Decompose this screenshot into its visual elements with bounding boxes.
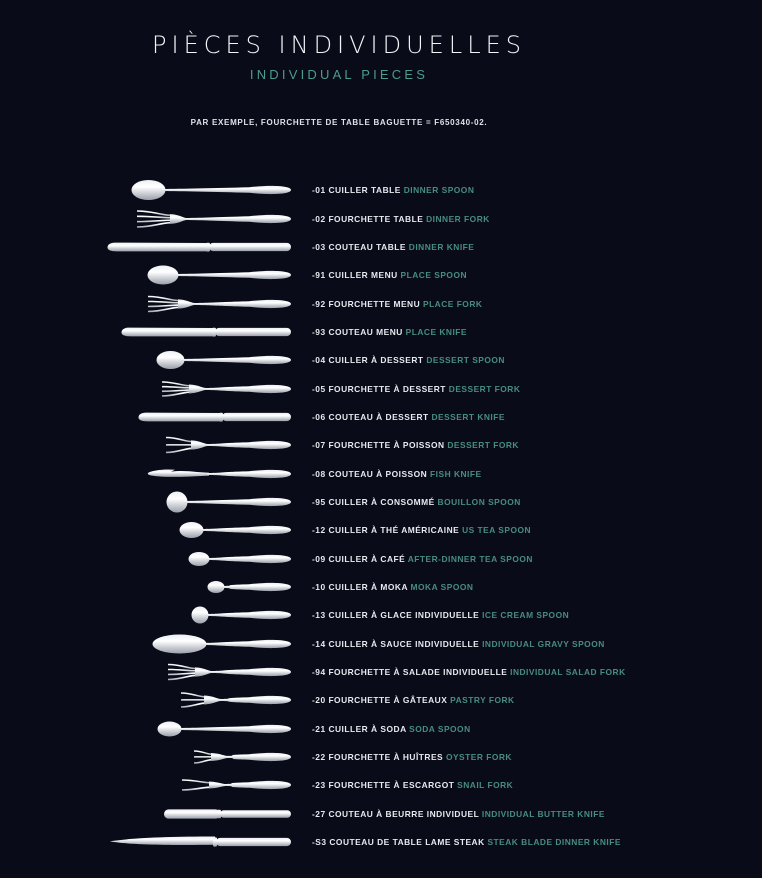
item-name-english: STEAK BLADE DINNER KNIFE xyxy=(487,837,621,848)
item-name-french: FOURCHETTE À GÂTEAUX xyxy=(328,695,448,706)
utensil-photo xyxy=(0,405,292,429)
utensil-photo xyxy=(0,745,292,769)
item-label xyxy=(312,384,520,394)
cutlery-row xyxy=(0,743,762,771)
fish-fork-image xyxy=(164,433,292,457)
item-label xyxy=(312,525,531,535)
item-code: -92 xyxy=(312,298,326,309)
place-knife-image xyxy=(120,320,292,344)
utensil-photo xyxy=(0,802,292,826)
item-name-french: FOURCHETTE MENU xyxy=(328,298,421,309)
cutlery-row xyxy=(0,459,762,487)
item-name-french: CUILLER À SAUCE INDIVIDUELLE xyxy=(328,638,480,649)
cutlery-row xyxy=(0,630,762,658)
utensil-photo xyxy=(0,292,292,316)
item-name-english: DESSERT SPOON xyxy=(426,355,505,366)
item-name-english: MOKA SPOON xyxy=(410,581,474,592)
cutlery-row xyxy=(0,176,762,204)
item-name-english: INDIVIDUAL BUTTER KNIFE xyxy=(481,808,605,819)
cutlery-row xyxy=(0,544,762,572)
cutlery-row xyxy=(0,601,762,629)
item-name-english: DESSERT FORK xyxy=(448,383,521,394)
cutlery-list xyxy=(0,176,762,856)
item-name-french: CUILLER À GLACE INDIVIDUELLE xyxy=(328,610,480,621)
cutlery-row xyxy=(0,828,762,856)
item-label xyxy=(312,242,474,252)
utensil-photo xyxy=(0,433,292,457)
cutlery-row xyxy=(0,318,762,346)
item-name-french: CUILLER À CAFÉ xyxy=(328,553,406,564)
utensil-photo xyxy=(0,263,292,287)
item-code: -22 xyxy=(312,752,326,763)
dessert-knife-image xyxy=(137,405,292,429)
pastry-fork-image xyxy=(179,688,292,712)
item-label xyxy=(312,639,605,649)
item-name-english: INDIVIDUAL SALAD FORK xyxy=(510,667,626,678)
item-code: -91 xyxy=(312,270,326,281)
item-name-french: COUTEAU MENU xyxy=(328,326,403,337)
item-label xyxy=(312,497,521,507)
item-label xyxy=(312,752,512,762)
ice-cream-spoon-image xyxy=(190,603,292,627)
cutlery-row xyxy=(0,431,762,459)
item-name-english: DINNER FORK xyxy=(426,213,490,224)
item-code: -10 xyxy=(312,581,326,592)
item-label xyxy=(312,355,505,365)
item-label xyxy=(312,809,605,819)
cutlery-row xyxy=(0,516,762,544)
item-name-english: BOUILLON SPOON xyxy=(437,496,521,507)
item-code: -12 xyxy=(312,525,326,536)
utensil-photo xyxy=(0,320,292,344)
item-label xyxy=(312,780,513,790)
utensil-photo xyxy=(0,178,292,202)
item-label xyxy=(312,214,490,224)
item-label xyxy=(312,270,467,280)
item-name-french: COUTEAU DE TABLE LAME STEAK xyxy=(329,837,485,848)
dinner-fork-image xyxy=(135,207,292,231)
item-name-english: FISH KNIFE xyxy=(430,468,482,479)
item-code: -06 xyxy=(312,411,326,422)
item-code: -01 xyxy=(312,185,326,196)
place-fork-image xyxy=(146,292,292,316)
item-name-english: PLACE FORK xyxy=(422,298,483,309)
item-code: -07 xyxy=(312,440,326,451)
item-code: -04 xyxy=(312,355,326,366)
item-name-english: OYSTER FORK xyxy=(445,752,512,763)
dessert-spoon-image xyxy=(155,348,292,372)
item-label xyxy=(312,299,482,309)
utensil-photo xyxy=(0,518,292,542)
item-label xyxy=(312,412,505,422)
utensil-photo xyxy=(0,575,292,599)
item-name-english: US TEA SPOON xyxy=(462,525,532,536)
cutlery-row xyxy=(0,715,762,743)
item-label xyxy=(312,667,626,677)
item-name-english: INDIVIDUAL GRAVY SPOON xyxy=(482,638,605,649)
item-label xyxy=(312,440,519,450)
item-name-english: DINNER KNIFE xyxy=(408,241,475,252)
moka-spoon-image xyxy=(206,575,292,599)
cutlery-row xyxy=(0,800,762,828)
item-name-english: PLACE SPOON xyxy=(400,270,468,281)
item-label xyxy=(312,327,467,337)
item-code: -02 xyxy=(312,213,326,224)
us-tea-spoon-image xyxy=(178,518,292,542)
item-code: -94 xyxy=(312,667,326,678)
utensil-photo xyxy=(0,547,292,571)
utensil-photo xyxy=(0,490,292,514)
cutlery-row xyxy=(0,658,762,686)
item-name-french: COUTEAU TABLE xyxy=(328,241,406,252)
steak-knife-image xyxy=(109,830,292,854)
utensil-photo xyxy=(0,377,292,401)
item-code: -93 xyxy=(312,326,326,337)
item-name-english: AFTER-DINNER TEA SPOON xyxy=(407,553,533,564)
cutlery-row xyxy=(0,289,762,317)
utensil-photo xyxy=(0,348,292,372)
utensil-photo xyxy=(0,603,292,627)
item-label xyxy=(312,185,474,195)
item-label xyxy=(312,610,569,620)
item-name-french: FOURCHETTE À DESSERT xyxy=(328,383,446,394)
item-name-french: FOURCHETTE À HUÎTRES xyxy=(328,752,444,763)
item-code: -95 xyxy=(312,496,326,507)
item-code: -14 xyxy=(312,638,326,649)
item-name-french: CUILLER À DESSERT xyxy=(328,355,424,366)
item-code: -21 xyxy=(312,723,326,734)
item-code: -05 xyxy=(312,383,326,394)
item-name-french: CUILLER À CONSOMMÉ xyxy=(328,496,435,507)
utensil-photo xyxy=(0,462,292,486)
item-name-french: CUILLER À MOKA xyxy=(328,581,408,592)
item-code: -23 xyxy=(312,780,326,791)
item-name-english: DESSERT KNIFE xyxy=(431,411,505,422)
snail-fork-image xyxy=(180,773,292,797)
dinner-knife-image xyxy=(106,235,292,259)
item-name-french: FOURCHETTE TABLE xyxy=(328,213,424,224)
cutlery-row xyxy=(0,771,762,799)
cutlery-row xyxy=(0,403,762,431)
item-code: -13 xyxy=(312,610,326,621)
soda-spoon-image xyxy=(156,717,292,741)
after-dinner-tea-spoon-image xyxy=(187,547,292,571)
utensil-photo xyxy=(0,688,292,712)
utensil-photo xyxy=(0,830,292,854)
page-title: PIÈCES INDIVIDUELLES xyxy=(152,31,526,59)
item-label xyxy=(312,837,621,847)
item-name-french: COUTEAU À BEURRE INDIVIDUEL xyxy=(328,808,480,819)
page-subtitle: INDIVIDUAL PIECES xyxy=(249,67,429,82)
item-name-french: CUILLER À SODA xyxy=(328,723,407,734)
item-name-english: SNAIL FORK xyxy=(457,780,514,791)
utensil-photo xyxy=(0,660,292,684)
item-name-english: PASTRY FORK xyxy=(450,695,515,706)
bouillon-spoon-image xyxy=(165,490,292,514)
cutlery-row xyxy=(0,573,762,601)
item-label xyxy=(312,582,473,592)
cutlery-row xyxy=(0,346,762,374)
item-name-french: COUTEAU À POISSON xyxy=(328,468,428,479)
item-code: -S3 xyxy=(312,837,327,848)
item-name-french: FOURCHETTE À ESCARGOT xyxy=(328,780,455,791)
item-label xyxy=(312,724,471,734)
cutlery-row xyxy=(0,261,762,289)
utensil-photo xyxy=(0,235,292,259)
salad-fork-image xyxy=(166,660,292,684)
gravy-spoon-image xyxy=(151,632,292,656)
place-spoon-image xyxy=(146,263,292,287)
cutlery-row xyxy=(0,488,762,516)
example-note: PAR EXEMPLE, FOURCHETTE DE TABLE BAGUETTE = F650340-02. xyxy=(190,118,488,127)
item-code: -27 xyxy=(312,808,326,819)
item-label xyxy=(312,469,482,479)
item-name-english: SODA SPOON xyxy=(409,723,471,734)
cutlery-row xyxy=(0,233,762,261)
item-name-french: CUILLER TABLE xyxy=(328,185,401,196)
item-name-french: FOURCHETTE À SALADE INDIVIDUELLE xyxy=(328,667,508,678)
utensil-photo xyxy=(0,773,292,797)
item-name-french: CUILLER MENU xyxy=(328,270,398,281)
cutlery-row xyxy=(0,374,762,402)
item-name-french: FOURCHETTE À POISSON xyxy=(328,440,445,451)
item-label xyxy=(312,695,515,705)
item-name-english: PLACE KNIFE xyxy=(405,326,468,337)
utensil-photo xyxy=(0,207,292,231)
dessert-fork-image xyxy=(160,377,292,401)
item-code: -20 xyxy=(312,695,326,706)
fish-knife-image xyxy=(145,462,292,486)
cutlery-row xyxy=(0,686,762,714)
butter-knife-image xyxy=(163,802,292,826)
utensil-photo xyxy=(0,717,292,741)
item-name-english: DESSERT FORK xyxy=(447,440,519,451)
item-code: -03 xyxy=(312,241,326,252)
item-name-french: COUTEAU À DESSERT xyxy=(328,411,429,422)
item-name-english: DINNER SPOON xyxy=(403,185,475,196)
dinner-spoon-image xyxy=(130,178,292,202)
item-code: -08 xyxy=(312,468,326,479)
item-name-english: ICE CREAM SPOON xyxy=(482,610,570,621)
utensil-photo xyxy=(0,632,292,656)
item-code: -09 xyxy=(312,553,326,564)
cutlery-row xyxy=(0,204,762,232)
oyster-fork-image xyxy=(192,745,292,769)
item-name-french: CUILLER À THÉ AMÉRICAINE xyxy=(328,525,460,536)
item-label xyxy=(312,554,533,564)
page-header xyxy=(0,0,678,127)
